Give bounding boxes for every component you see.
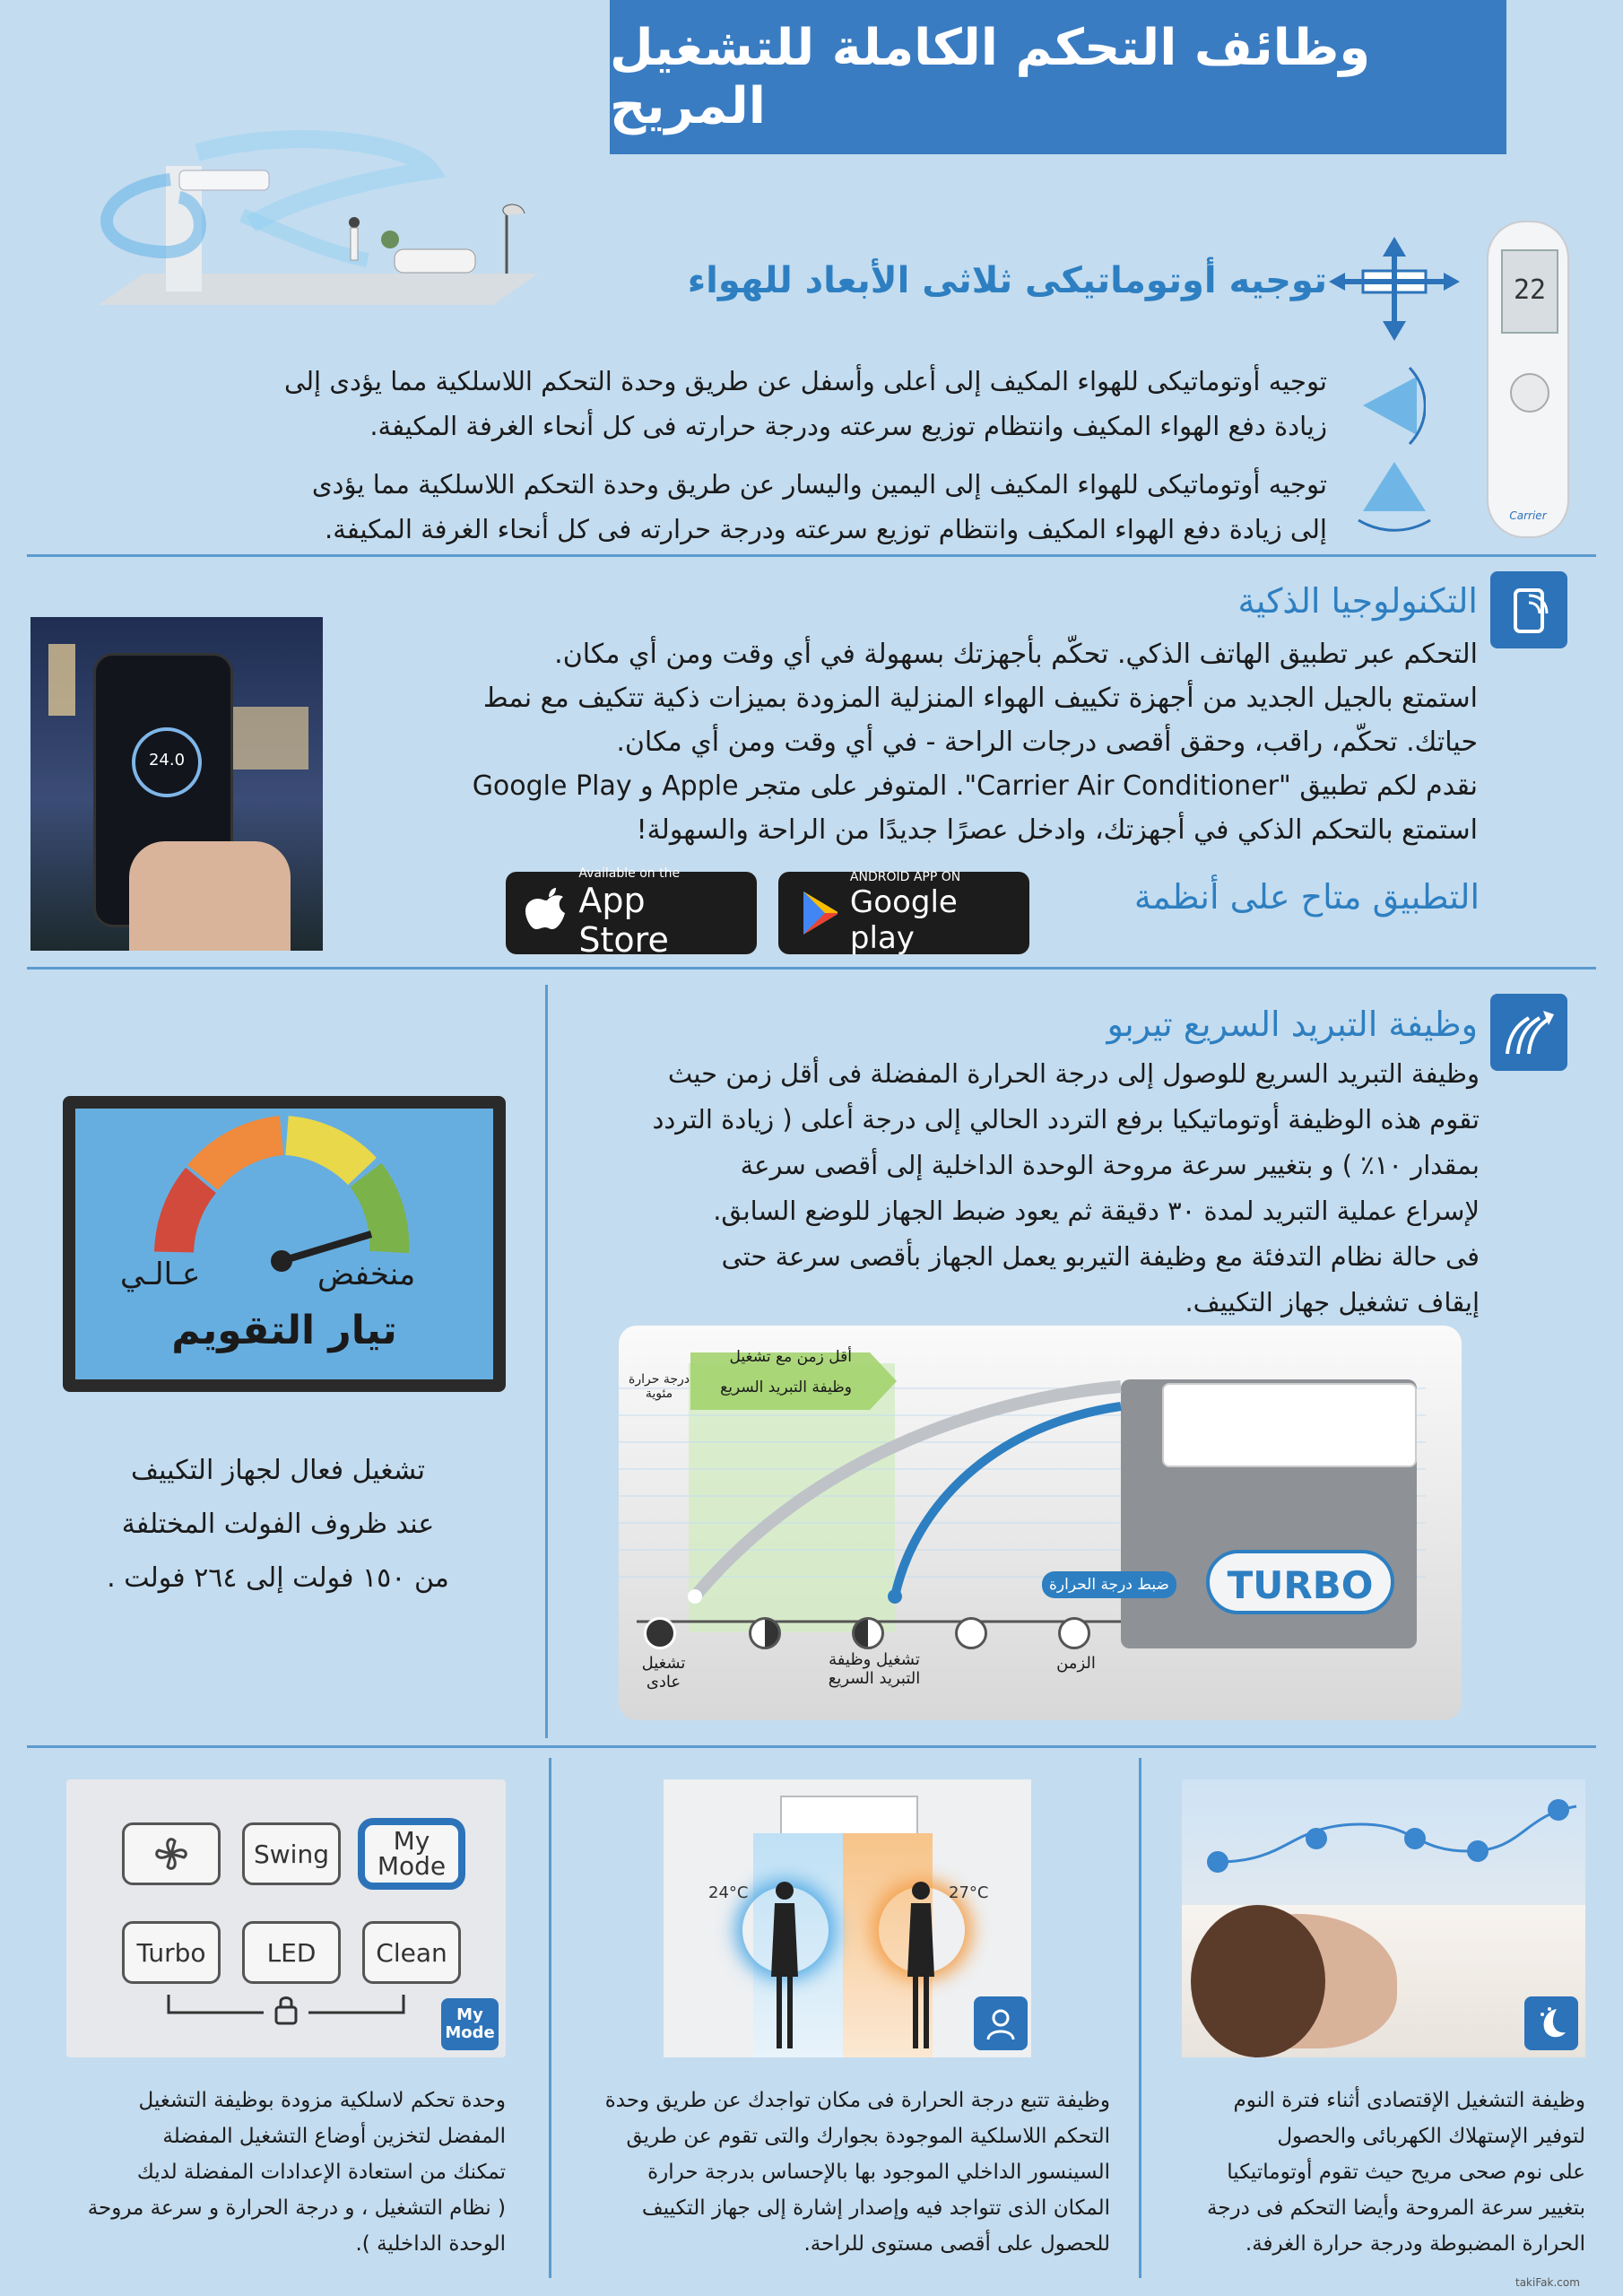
- turbo-arrow-label-1: أقل زمن مع تشغيل: [729, 1348, 852, 1366]
- sleep-photo: [1182, 1779, 1585, 2057]
- sleep-line-5: الحرارة المضبوطة ودرجة حرارة الغرفة.: [1245, 2232, 1585, 2256]
- mymode-badge-text: My Mode: [445, 2005, 495, 2042]
- sleep-line-3: على نوم صحى مريح حيث تقوم أوتوماتيكيا: [1227, 2161, 1585, 2184]
- turbo-run-label-2: التبريد السريع: [828, 1669, 921, 1688]
- turbo-icon: [1490, 994, 1567, 1071]
- phone-temp-dial: [132, 727, 202, 797]
- fan-icon: [150, 1832, 193, 1875]
- turbo-arrow-label: [699, 1342, 852, 1403]
- google-play-icon: [798, 888, 838, 938]
- vertical-swing-line-2: زيادة دفع الهواء المكيف وانتظام توزيع سرعته ودرجة حرارته فى كل أنحاء الغرفة المكيفة.: [369, 411, 1327, 441]
- remote-brand: Carrier: [1509, 509, 1547, 522]
- voltage-line-3: من ١٥٠ فولت إلى ٢٦٤ فولت .: [107, 1562, 449, 1594]
- child-lock-icon: [165, 1991, 407, 2036]
- fan-button: [122, 1822, 221, 1885]
- bottom-divider-1: [549, 1758, 551, 2278]
- turbo-arrow-label-2: وظيفة التبريد السريع: [720, 1378, 852, 1396]
- smart-line-4: نقدم لكم تطبيق "Carrier Air Conditioner". المتوفر على متجر Apple و Google Play: [472, 770, 1478, 802]
- mymode-button: My Mode: [362, 1822, 461, 1885]
- vertical-swing-text: [179, 359, 1327, 448]
- clean-button: Clean: [362, 1921, 461, 1984]
- follow-line-1: وظيفة تتبع درجة الحرارة فى مكان تواجدك عن طريق وحدة: [604, 2089, 1110, 2112]
- turbo-line-1: وظيفة التبريد السريع للوصول إلى درجة الحرارة المفضلة فى أقل زمن حيث: [667, 1058, 1480, 1089]
- turbo-line-2: تقوم هذه الوظيفة أوتوماتيكيا برفع التردد الحالي إلى درجة أعلى ( زيادة التردد: [652, 1104, 1480, 1135]
- time-marker-5: [1058, 1617, 1090, 1649]
- vertical-divider: [545, 985, 548, 1738]
- woman-silhouette-2: [898, 1878, 943, 2057]
- sleep-curve: [1182, 1779, 1585, 1905]
- cool-temp: 24°C: [708, 1883, 749, 1902]
- mymode-text: [63, 2083, 506, 2262]
- voltage-line-2: عند ظروف الفولت المختلفة: [121, 1509, 435, 1540]
- mymode-remote-photo: [66, 1779, 506, 2057]
- divider-1: [27, 554, 1596, 557]
- page-title-banner: [610, 0, 1506, 154]
- turbo-line-4: لإسراع عملية التبريد لمدة ٣٠ دقيقة ثم يعود ضبط الجهاز للوضع السابق.: [713, 1196, 1480, 1226]
- app-store-button[interactable]: [506, 866, 757, 960]
- google-play-small: ANDROID APP ON: [849, 870, 961, 884]
- smart-line-3: حياتك. تحكّم، راقب، وحقق أقصى درجات الراحة - في أي وقت ومن أي مكان.: [616, 726, 1478, 758]
- turbo-line-5: فى حالة نظام التدفئة مع وظيفة التيربو يعمل الجهاز بأقصى سرعة حتى: [721, 1241, 1480, 1272]
- smart-title: التكنولوجيا الذكية: [1237, 581, 1478, 621]
- voltage-gauge-panel: [63, 1096, 506, 1392]
- woman-silhouette-1: [762, 1878, 807, 2057]
- mymode-line-4: ( نظام التشغيل ، و درجة الحرارة و سرعة مروحة: [87, 2196, 506, 2220]
- time-marker-1: [644, 1617, 676, 1649]
- follow-line-2: التحكم اللاسلكية الموجودة بجوارك والتى تقوم عن طريق: [626, 2125, 1110, 2148]
- indoor-unit: [780, 1796, 918, 1835]
- time-label: الزمن: [1056, 1654, 1096, 1673]
- smartphone-app-photo: [30, 617, 323, 951]
- vertical-swing-line-1: توجيه أوتوماتيكى للهواء المكيف إلى أعلى وأسفل عن طريق وحدة التحكم اللاسلكية مما يؤدى إلى: [284, 366, 1327, 396]
- mymode-line-3: تمكنك من استعادة الإعدادات المفضلة لديك: [136, 2161, 506, 2184]
- turbo-line-6: إيقاف تشغيل جهاز التكييف.: [1185, 1287, 1480, 1318]
- mymode-line-1: وحدة تحكم لاسلكية مزودة بوظيفة التشغيل: [138, 2089, 506, 2112]
- time-marker-4: [955, 1617, 987, 1649]
- sleep-line-1: وظيفة التشغيل الإقتصادى أثناء فترة النوم: [1233, 2089, 1585, 2112]
- app-store-big: App Store: [578, 881, 669, 960]
- warm-temp: 27°C: [949, 1883, 989, 1902]
- setpoint-label: ضبط درجة الحرارة: [1042, 1571, 1176, 1598]
- normal-run-label-1: تشغيل: [641, 1654, 686, 1673]
- remote-screen-temp: 22: [1513, 274, 1547, 306]
- watermark: takiFak.com: [1515, 2276, 1580, 2289]
- indoor-unit-image: [1162, 1383, 1417, 1467]
- smart-line-2: استمتع بالجيل الجديد من أجهزة تكييف الهواء المنزلية المزودة بميزات ذكية تتكيف مع نمط: [482, 683, 1478, 714]
- turbo-badge: TURBO: [1206, 1550, 1394, 1614]
- airflow-title: توجيه أوتوماتيكى ثلاثى الأبعاد للهواء: [687, 260, 1327, 301]
- phone-temp: 24.0: [148, 751, 186, 770]
- mymode-line-5: الوحدة الداخلية ).: [355, 2232, 506, 2256]
- horizontal-swing-text: [179, 462, 1327, 552]
- time-marker-2: [749, 1617, 781, 1649]
- follow-me-icon: [974, 1996, 1028, 2050]
- horizontal-swing-icon: [1354, 457, 1435, 534]
- turbo-diagram: [619, 1326, 1462, 1720]
- app-store-small: Available on the: [578, 866, 681, 881]
- google-play-button[interactable]: [778, 872, 1029, 954]
- smart-body: [341, 632, 1478, 852]
- follow-me-photo: [664, 1779, 1031, 2057]
- follow-line-4: المكان الذى تتواجد فيه وإصدار إشارة إلى جهاز التكييف: [641, 2196, 1110, 2220]
- turbo-title: وظيفة التبريد السريع تيربو: [1107, 1004, 1478, 1044]
- house-window: [48, 644, 75, 716]
- hair: [1191, 1905, 1325, 2057]
- hand: [129, 841, 291, 951]
- y-axis-label-2: مئوية: [645, 1387, 673, 1401]
- horizontal-swing-line-1: توجيه أوتوماتيكى للهواء المكيف إلى اليمين واليسار عن طريق وحدة التحكم اللاسلكية مما يؤدى: [311, 469, 1327, 500]
- smart-phone-icon: [1490, 571, 1567, 648]
- gauge-low-label: منخفض: [317, 1257, 416, 1292]
- page-title: وظائف التحكم الكاملة للتشغيل المريح: [610, 19, 1371, 135]
- mymode-line-2: المفضل لتخزين أوضاع التشغيل المفضلة: [162, 2125, 506, 2148]
- remote-dpad: [1510, 373, 1549, 413]
- y-axis-label-1: درجة حرارة: [629, 1372, 690, 1387]
- sleep-text: [1180, 2083, 1585, 2262]
- normal-run-label: [628, 1654, 699, 1692]
- horizontal-swing-line-2: إلى زيادة دفع الهواء المكيف وانتظام توزيع سرعته ودرجة حرارته فى كل أنحاء الغرفة المكيفة.: [325, 514, 1327, 544]
- swing-button: Swing: [242, 1822, 341, 1885]
- smart-line-1: التحكم عبر تطبيق الهاتف الذكي. تحكّم بأجهزتك بسهولة في أي وقت ومن أي مكان.: [554, 639, 1478, 670]
- time-marker-3: [852, 1617, 884, 1649]
- follow-text: [581, 2083, 1110, 2262]
- follow-line-3: السينسور الداخلي الموجود بها بالإحساس بدرجة حرارة: [647, 2161, 1110, 2184]
- turbo-body: [574, 1051, 1480, 1326]
- remote-screen: [1501, 249, 1558, 334]
- gauge-title: تيار التقويم: [171, 1308, 397, 1353]
- turbo-run-label: [798, 1650, 950, 1688]
- normal-run-label-2: عادى: [646, 1673, 681, 1692]
- available-label: التطبيق متاح على أنظمة: [1133, 877, 1480, 917]
- 3d-airflow-icon: [1327, 235, 1462, 343]
- turbo-run-label-1: تشغيل وظيفة: [829, 1650, 920, 1669]
- divider-2: [27, 967, 1596, 970]
- room-airflow-illustration: [72, 117, 556, 323]
- turbo-line-3: بمقدار ١٠٪ ) و بتغيير سرعة مروحة الوحدة الداخلية إلى أقصى سرعة: [740, 1150, 1480, 1180]
- voltage-text: [54, 1444, 502, 1605]
- apple-icon: [525, 888, 566, 938]
- gauge-screen: [75, 1109, 493, 1379]
- smart-line-5: استمتع بالتحكم الذكي في أجهزتك، وادخل عصرًا جديدًا من الراحة والسهولة!: [636, 814, 1478, 846]
- vertical-swing-icon: [1354, 363, 1426, 448]
- google-play-big: Google play: [849, 884, 958, 956]
- sleep-icon: [1524, 1996, 1578, 2050]
- bottom-divider-2: [1139, 1758, 1141, 2278]
- turbo-button: Turbo: [122, 1921, 221, 1984]
- gauge-high-label: عـالـي: [120, 1257, 201, 1292]
- voltage-line-1: تشغيل فعال لجهاز التكييف: [131, 1455, 425, 1486]
- sleep-line-4: بتغيير سرعة المروحة وأيضا التحكم فى درجة: [1206, 2196, 1585, 2220]
- remote-control-image: [1488, 222, 1567, 536]
- divider-3: [27, 1745, 1596, 1748]
- led-button: LED: [242, 1921, 341, 1984]
- follow-line-5: للحصول على أقصى مستوى للراحة.: [803, 2232, 1110, 2256]
- sleep-line-2: لتوفير الإستهلاك الكهربائى والحصول: [1277, 2125, 1585, 2148]
- mymode-badge: [441, 1998, 499, 2050]
- y-axis-label: [619, 1372, 699, 1401]
